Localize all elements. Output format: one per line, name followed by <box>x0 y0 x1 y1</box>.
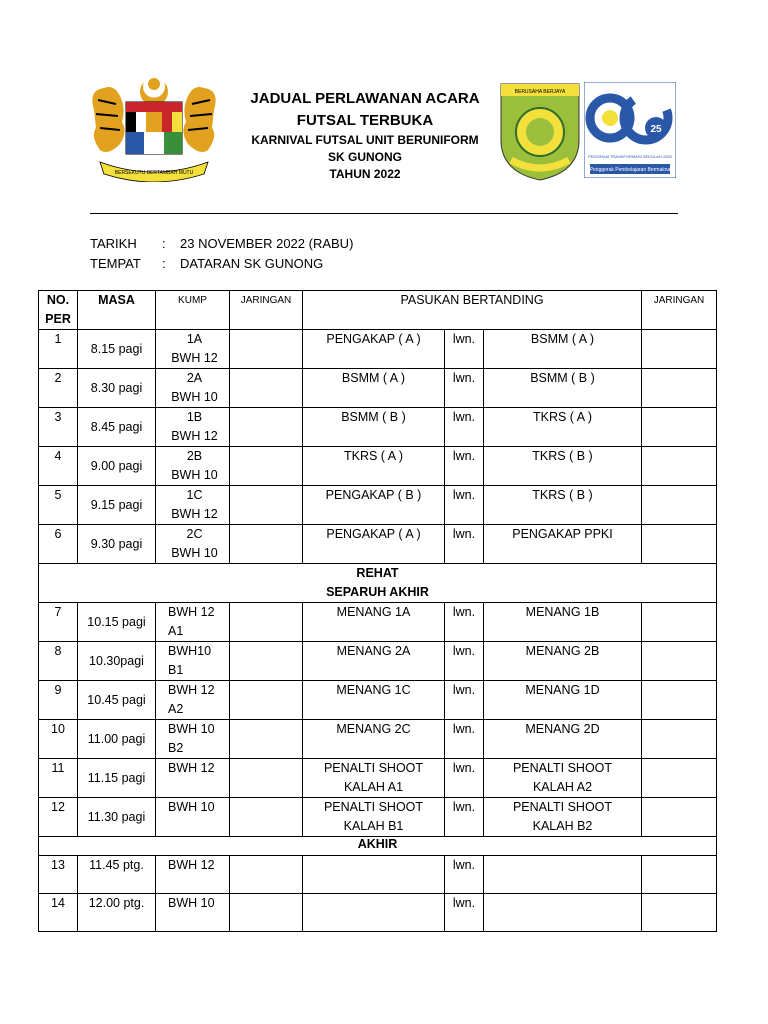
cell-team-b <box>484 408 642 447</box>
header-kump: KUMP <box>156 291 230 330</box>
cell-jaringan-left <box>230 603 303 642</box>
match-number: 6 <box>54 527 62 541</box>
match-schedule-table <box>38 290 717 932</box>
cell-masa <box>78 525 156 564</box>
team-b-name: TKRS ( A ) <box>532 410 593 424</box>
section-rehat-separuh-akhir <box>39 564 717 603</box>
match-time: 12.00 ptg. <box>88 896 145 910</box>
group-code: 2C <box>186 527 203 541</box>
date-value: 23 NOVEMBER 2022 (RABU) <box>180 236 354 251</box>
cell-masa <box>78 681 156 720</box>
match-time: 8.15 pagi <box>90 341 143 356</box>
cell-vs <box>445 525 484 564</box>
vs-label: lwn. <box>452 683 476 697</box>
svg-text:BERSEKUTU BERTAMBAH MUTU: BERSEKUTU BERTAMBAH MUTU <box>114 170 194 176</box>
match-number: 2 <box>54 371 62 385</box>
match-number: 7 <box>54 605 62 619</box>
cell-masa <box>78 759 156 798</box>
group-subcode: B2 <box>168 741 184 755</box>
cell-jaringan-left <box>230 486 303 525</box>
cell-team-a <box>303 720 445 759</box>
team-b-name: PENALTI SHOOT <box>512 800 613 814</box>
table-header-row <box>39 291 717 330</box>
group-code: BWH 10 <box>168 896 215 910</box>
match-time: 9.15 pagi <box>90 497 143 512</box>
cell-kump <box>156 798 230 837</box>
cell-kump <box>156 759 230 798</box>
cell-jaringan-right <box>642 447 717 486</box>
cell-kump <box>156 447 230 486</box>
cell-masa <box>78 603 156 642</box>
cell-jaringan-left <box>230 798 303 837</box>
cell-vs <box>445 759 484 798</box>
cell-no <box>39 408 78 447</box>
date-line <box>90 236 353 251</box>
group-code: BWH 12 <box>168 683 215 697</box>
cell-team-b <box>484 525 642 564</box>
team-a-name: PENALTI SHOOT <box>323 800 424 814</box>
cell-masa <box>78 369 156 408</box>
group-code: 1C <box>186 488 203 502</box>
cell-jaringan-right <box>642 642 717 681</box>
table-row <box>39 408 717 447</box>
cell-no <box>39 681 78 720</box>
cell-no <box>39 525 78 564</box>
team-b-name: TKRS ( B ) <box>532 488 593 502</box>
cell-team-a <box>303 894 445 932</box>
table-row <box>39 894 717 932</box>
program-badge-logo <box>584 82 676 178</box>
header-jaringan-right: JARINGAN <box>642 291 717 330</box>
coat-of-arms-logo <box>86 70 222 182</box>
subtitle-line-1: KARNIVAL FUTSAL UNIT BERUNIFORM <box>251 133 479 147</box>
section-akhir-label: AKHIR <box>39 837 717 856</box>
table-row <box>39 720 717 759</box>
cell-team-a <box>303 486 445 525</box>
cell-jaringan-left <box>230 525 303 564</box>
svg-text:PROGRAM TRANSFORMASI SEKOLAH 2: PROGRAM TRANSFORMASI SEKOLAH 2025 <box>588 154 672 159</box>
group-subcode: BWH 10 <box>171 390 218 404</box>
cell-jaringan-left <box>230 642 303 681</box>
cell-vs <box>445 856 484 894</box>
cell-no <box>39 369 78 408</box>
team-b-note: KALAH B2 <box>532 819 593 833</box>
match-time: 10.45 pagi <box>87 692 146 707</box>
cell-jaringan-left <box>230 759 303 798</box>
team-a-name: PENGAKAP ( A ) <box>326 332 421 346</box>
group-subcode: B1 <box>168 663 184 677</box>
cell-masa <box>78 408 156 447</box>
team-a-name: MENANG 1C <box>336 683 411 697</box>
match-number: 8 <box>54 644 62 658</box>
vs-label: lwn. <box>452 605 476 619</box>
date-colon: : <box>162 236 166 251</box>
venue-colon: : <box>162 256 166 271</box>
cell-team-b <box>484 603 642 642</box>
match-number: 11 <box>51 761 65 775</box>
group-code: 2A <box>186 371 203 385</box>
match-number: 12 <box>51 800 65 814</box>
cell-jaringan-left <box>230 330 303 369</box>
match-time: 9.00 pagi <box>90 458 143 473</box>
svg-text:Penggerak Pembelajaran Bermakn: Penggerak Pembelajaran Bermakna <box>589 167 671 173</box>
cell-team-a <box>303 525 445 564</box>
team-a-name: PENGAKAP ( A ) <box>326 527 421 541</box>
vs-label: lwn. <box>452 449 476 463</box>
cell-team-a <box>303 408 445 447</box>
cell-team-b <box>484 798 642 837</box>
cell-kump <box>156 369 230 408</box>
team-a-name: BSMM ( B ) <box>341 410 406 424</box>
cell-masa <box>78 720 156 759</box>
table-row <box>39 330 717 369</box>
header-jaringan-left: JARINGAN <box>230 291 303 330</box>
group-code: 2B <box>186 449 203 463</box>
match-time: 8.45 pagi <box>90 419 143 434</box>
subtitle-line-3: TAHUN 2022 <box>329 167 401 181</box>
group-subcode: BWH 12 <box>171 429 218 443</box>
team-b-name: PENGAKAP PPKI <box>512 527 613 541</box>
cell-jaringan-right <box>642 369 717 408</box>
table-row <box>39 486 717 525</box>
group-code: 1A <box>186 332 203 346</box>
svg-text:25: 25 <box>650 124 662 135</box>
group-subcode: BWH 10 <box>171 468 218 482</box>
vs-label: lwn. <box>452 761 476 775</box>
vs-label: lwn. <box>452 488 476 502</box>
table-row <box>39 759 717 798</box>
cell-jaringan-right <box>642 486 717 525</box>
cell-vs <box>445 408 484 447</box>
cell-team-a <box>303 369 445 408</box>
cell-jaringan-left <box>230 408 303 447</box>
cell-kump <box>156 486 230 525</box>
cell-team-a <box>303 681 445 720</box>
cell-jaringan-right <box>642 408 717 447</box>
match-time: 10.15 pagi <box>87 614 146 629</box>
header-pasukan: PASUKAN BERTANDING <box>303 291 642 330</box>
team-a-name: MENANG 2A <box>336 644 411 658</box>
cell-kump <box>156 720 230 759</box>
cell-no <box>39 759 78 798</box>
cell-team-a <box>303 447 445 486</box>
team-b-name: PENALTI SHOOT <box>512 761 613 775</box>
match-number: 14 <box>51 896 65 910</box>
cell-jaringan-right <box>642 856 717 894</box>
match-time: 9.30 pagi <box>90 536 143 551</box>
section-separuh-akhir-label: SEPARUH AKHIR <box>326 585 429 599</box>
cell-team-b <box>484 720 642 759</box>
cell-masa <box>78 642 156 681</box>
team-b-name: MENANG 2D <box>525 722 600 736</box>
cell-jaringan-left <box>230 894 303 932</box>
team-a-name: MENANG 1A <box>336 605 411 619</box>
cell-team-b <box>484 894 642 932</box>
team-a-name: BSMM ( A ) <box>341 371 406 385</box>
vs-label: lwn. <box>452 332 476 346</box>
cell-vs <box>445 486 484 525</box>
cell-vs <box>445 330 484 369</box>
team-b-note: KALAH A2 <box>532 780 593 794</box>
group-code: BWH10 <box>168 644 212 658</box>
cell-kump <box>156 642 230 681</box>
cell-jaringan-right <box>642 798 717 837</box>
match-number: 5 <box>54 488 62 502</box>
cell-team-b <box>484 759 642 798</box>
table-row <box>39 642 717 681</box>
match-number: 1 <box>54 332 62 346</box>
cell-vs <box>445 642 484 681</box>
cell-masa <box>78 798 156 837</box>
cell-team-a <box>303 330 445 369</box>
cell-jaringan-left <box>230 369 303 408</box>
date-label: TARIKH <box>90 236 137 251</box>
cell-jaringan-right <box>642 681 717 720</box>
cell-team-a <box>303 603 445 642</box>
cell-jaringan-left <box>230 681 303 720</box>
cell-jaringan-right <box>642 330 717 369</box>
cell-jaringan-right <box>642 894 717 932</box>
cell-jaringan-right <box>642 525 717 564</box>
cell-no <box>39 856 78 894</box>
cell-kump <box>156 330 230 369</box>
group-subcode: BWH 12 <box>171 351 218 365</box>
cell-team-b <box>484 330 642 369</box>
match-time: 11.15 pagi <box>87 770 146 785</box>
cell-team-b <box>484 486 642 525</box>
cell-kump <box>156 603 230 642</box>
match-time: 10.30pagi <box>89 653 144 668</box>
venue-value: DATARAN SK GUNONG <box>180 256 324 271</box>
cell-no <box>39 486 78 525</box>
title-line-2: FUTSAL TERBUKA <box>296 112 434 129</box>
team-a-note: KALAH A1 <box>343 780 404 794</box>
cell-vs <box>445 894 484 932</box>
team-a-note: KALAH B1 <box>343 819 404 833</box>
group-subcode: A2 <box>168 702 184 716</box>
cell-vs <box>445 681 484 720</box>
cell-team-a <box>303 856 445 894</box>
header-masa: MASA <box>78 291 156 330</box>
cell-jaringan-left <box>230 720 303 759</box>
cell-no <box>39 642 78 681</box>
cell-jaringan-right <box>642 720 717 759</box>
group-code: 1B <box>186 410 203 424</box>
table-row <box>39 525 717 564</box>
team-b-name: BSMM ( B ) <box>530 371 595 385</box>
vs-label: lwn. <box>452 371 476 385</box>
cell-masa <box>78 447 156 486</box>
cell-vs <box>445 447 484 486</box>
cell-jaringan-right <box>642 603 717 642</box>
cell-kump <box>156 856 230 894</box>
match-number: 9 <box>54 683 62 697</box>
table-row <box>39 447 717 486</box>
group-code: BWH 10 <box>168 800 215 814</box>
cell-kump <box>156 681 230 720</box>
match-time: 11.30 pagi <box>87 809 146 824</box>
cell-masa <box>78 856 156 894</box>
cell-no <box>39 894 78 932</box>
cell-kump <box>156 525 230 564</box>
vs-label: lwn. <box>452 644 476 658</box>
team-a-name: PENALTI SHOOT <box>323 761 424 775</box>
group-subcode: A1 <box>168 624 184 638</box>
team-a-name: PENGAKAP ( B ) <box>325 488 422 502</box>
vs-label: lwn. <box>452 858 476 872</box>
cell-masa <box>78 330 156 369</box>
cell-team-b <box>484 447 642 486</box>
section-akhir <box>39 837 717 856</box>
header-no: NO. PER <box>39 291 78 330</box>
table-row <box>39 603 717 642</box>
cell-vs <box>445 720 484 759</box>
group-code: BWH 12 <box>168 858 215 872</box>
cell-masa <box>78 894 156 932</box>
cell-masa <box>78 486 156 525</box>
team-b-name: BSMM ( A ) <box>530 332 595 346</box>
cell-jaringan-left <box>230 447 303 486</box>
cell-vs <box>445 798 484 837</box>
subtitle-line-2: SK GUNONG <box>327 150 402 164</box>
vs-label: lwn. <box>452 722 476 736</box>
cell-jaringan-right <box>642 759 717 798</box>
cell-team-a <box>303 759 445 798</box>
match-time: 11.45 ptg. <box>89 858 144 872</box>
cell-vs <box>445 369 484 408</box>
match-time: 11.00 pagi <box>87 731 146 746</box>
table-row <box>39 798 717 837</box>
match-number: 13 <box>51 858 65 872</box>
vs-label: lwn. <box>452 800 476 814</box>
match-number: 3 <box>54 410 62 424</box>
cell-jaringan-left <box>230 856 303 894</box>
venue-line <box>90 256 323 271</box>
cell-vs <box>445 603 484 642</box>
group-code: BWH 12 <box>168 605 215 619</box>
cell-team-a <box>303 642 445 681</box>
match-number: 10 <box>51 722 65 736</box>
team-b-name: TKRS ( B ) <box>532 449 593 463</box>
team-b-name: MENANG 1D <box>525 683 600 697</box>
cell-team-b <box>484 642 642 681</box>
cell-team-a <box>303 798 445 837</box>
section-rehat-label: REHAT <box>356 566 399 580</box>
school-badge-logo <box>497 80 583 182</box>
cell-kump <box>156 408 230 447</box>
document-title-block <box>210 88 520 183</box>
group-subcode: BWH 10 <box>171 546 218 560</box>
team-b-name: MENANG 1B <box>525 605 600 619</box>
cell-no <box>39 330 78 369</box>
group-subcode: BWH 12 <box>171 507 218 521</box>
cell-no <box>39 720 78 759</box>
venue-label: TEMPAT <box>90 256 141 271</box>
vs-label: lwn. <box>452 527 476 541</box>
header-divider <box>90 213 678 214</box>
table-row <box>39 856 717 894</box>
group-code: BWH 10 <box>168 722 215 736</box>
cell-team-b <box>484 681 642 720</box>
team-a-name: TKRS ( A ) <box>343 449 404 463</box>
title-line-1: JADUAL PERLAWANAN ACARA <box>250 90 480 107</box>
vs-label: lwn. <box>452 896 476 910</box>
team-b-name: MENANG 2B <box>525 644 600 658</box>
cell-kump <box>156 894 230 932</box>
match-number: 4 <box>54 449 62 463</box>
match-time: 8.30 pagi <box>90 380 143 395</box>
table-row <box>39 369 717 408</box>
cell-team-b <box>484 369 642 408</box>
svg-text:BERUSAHA BERJAYA: BERUSAHA BERJAYA <box>514 89 566 95</box>
cell-no <box>39 447 78 486</box>
cell-team-b <box>484 856 642 894</box>
vs-label: lwn. <box>452 410 476 424</box>
cell-no <box>39 603 78 642</box>
cell-no <box>39 798 78 837</box>
team-a-name: MENANG 2C <box>336 722 411 736</box>
group-code: BWH 12 <box>168 761 215 775</box>
table-row <box>39 681 717 720</box>
